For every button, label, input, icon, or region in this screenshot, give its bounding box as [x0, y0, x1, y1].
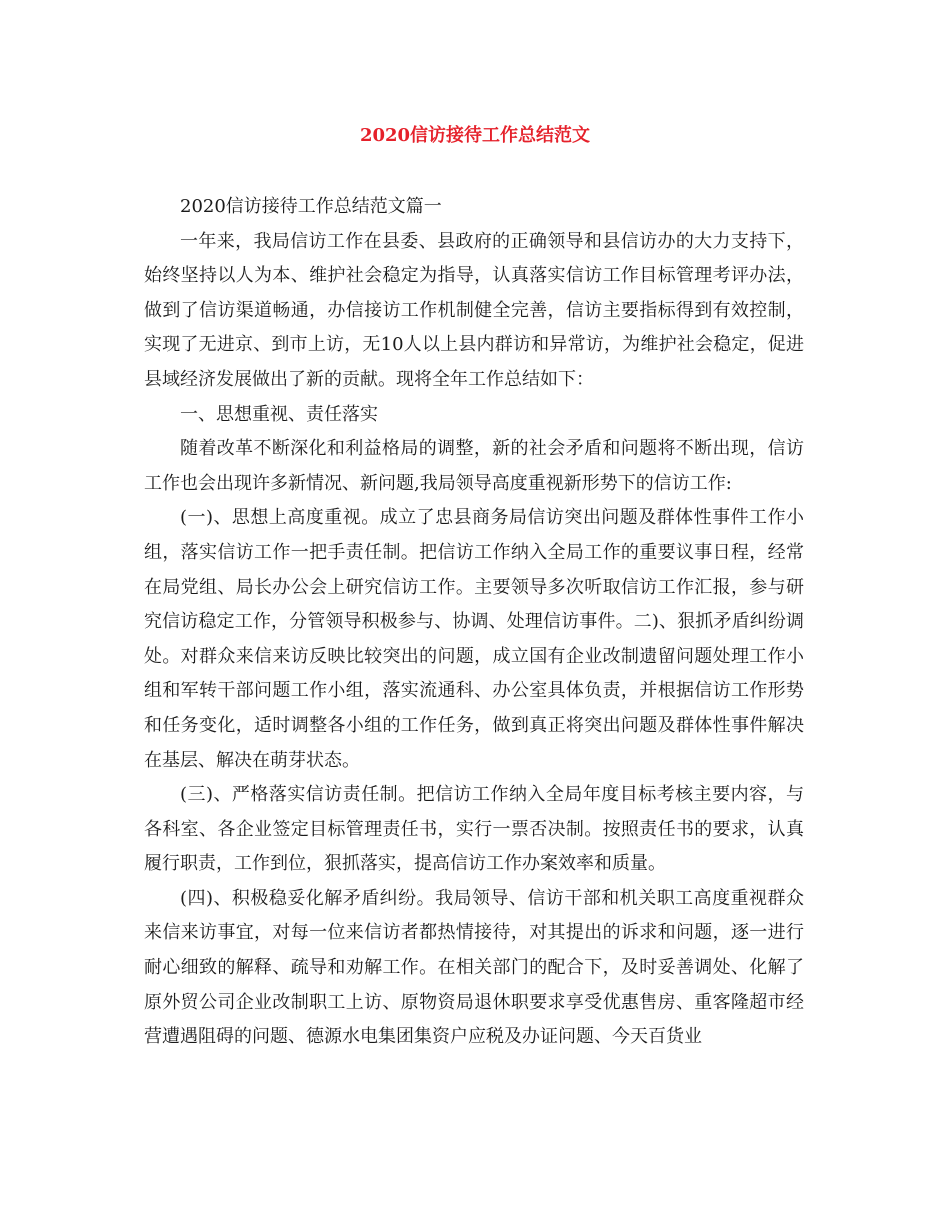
paragraph: (四)、积极稳妥化解矛盾纠纷。我局领导、信访干部和机关职工高度重视群众来信来访事宜，对每一位来信访者都热情接待，对其提出的诉求和问题，逐一进行耐心细致的解释、疏导和劝解工作。在相关部门的配合下，及时妥善调处、化解了原外贸公司企业改制职工上访、原物资局退休职要求享受优惠售房、重客隆超市经营遭遇阻碍的问题、德源水电集团集资户应税及办证问题、今天百货业 [144, 887, 804, 1048]
document-title: 2020信访接待工作总结范文 [359, 125, 591, 146]
paragraph-heading: 2020信访接待工作总结范文篇一 [180, 196, 442, 217]
document-body [144, 190, 804, 1055]
section-heading: 一、思想重视、责任落实 [180, 403, 378, 425]
paragraph: 随着改革不断深化和利益格局的调整，新的社会矛盾和问题将不断出现，信访工作也会出现许多新情况、新问题,我局领导高度重视新形势下的信访工作: [144, 438, 804, 494]
paragraph: (三)、严格落实信访责任制。把信访工作纳入全局年度目标考核主要内容，与各科室、各企业签定目标管理责任书，实行一票否决制。按照责任书的要求，认真履行职责，工作到位，狠抓落实，提高信访工作办案效率和质量。 [144, 784, 804, 875]
paragraph: (一)、思想上高度重视。成立了忠县商务局信访突出问题及群体性事件工作小组，落实信访工作一把手责任制。把信访工作纳入全局工作的重要议事日程，经常在局党组、局长办公会上研究信访工作。主要领导多次听取信访工作汇报，参与研究信访稳定工作，分管领导积极参与、协调、处理信访事件。二)、狠抓矛盾纠纷调处。对群众来信来访反映比较突出的问题，成立国有企业改制遗留问题处理工作小组和军转干部问题工作小组，落实流通科、办公室具体负责，并根据信访工作形势和任务变化，适时调整各小组的工作任务，做到真正将突出问题及群体性事件解决在基层、解决在萌芽状态。 [144, 507, 804, 771]
paragraph: 一年来，我局信访工作在县委、县政府的正确领导和县信访办的大力支持下，始终坚持以人为本、维护社会稳定为指导，认真落实信访工作目标管理考评办法，做到了信访渠道畅通，办信接访工作机制健全完善，信访主要指标得到有效控制，实现了无进京、到市上访，无10人以上县内群访和异常访，为维护社会稳定，促进县域经济发展做出了新的贡献。现将全年工作总结如下： [144, 230, 804, 390]
